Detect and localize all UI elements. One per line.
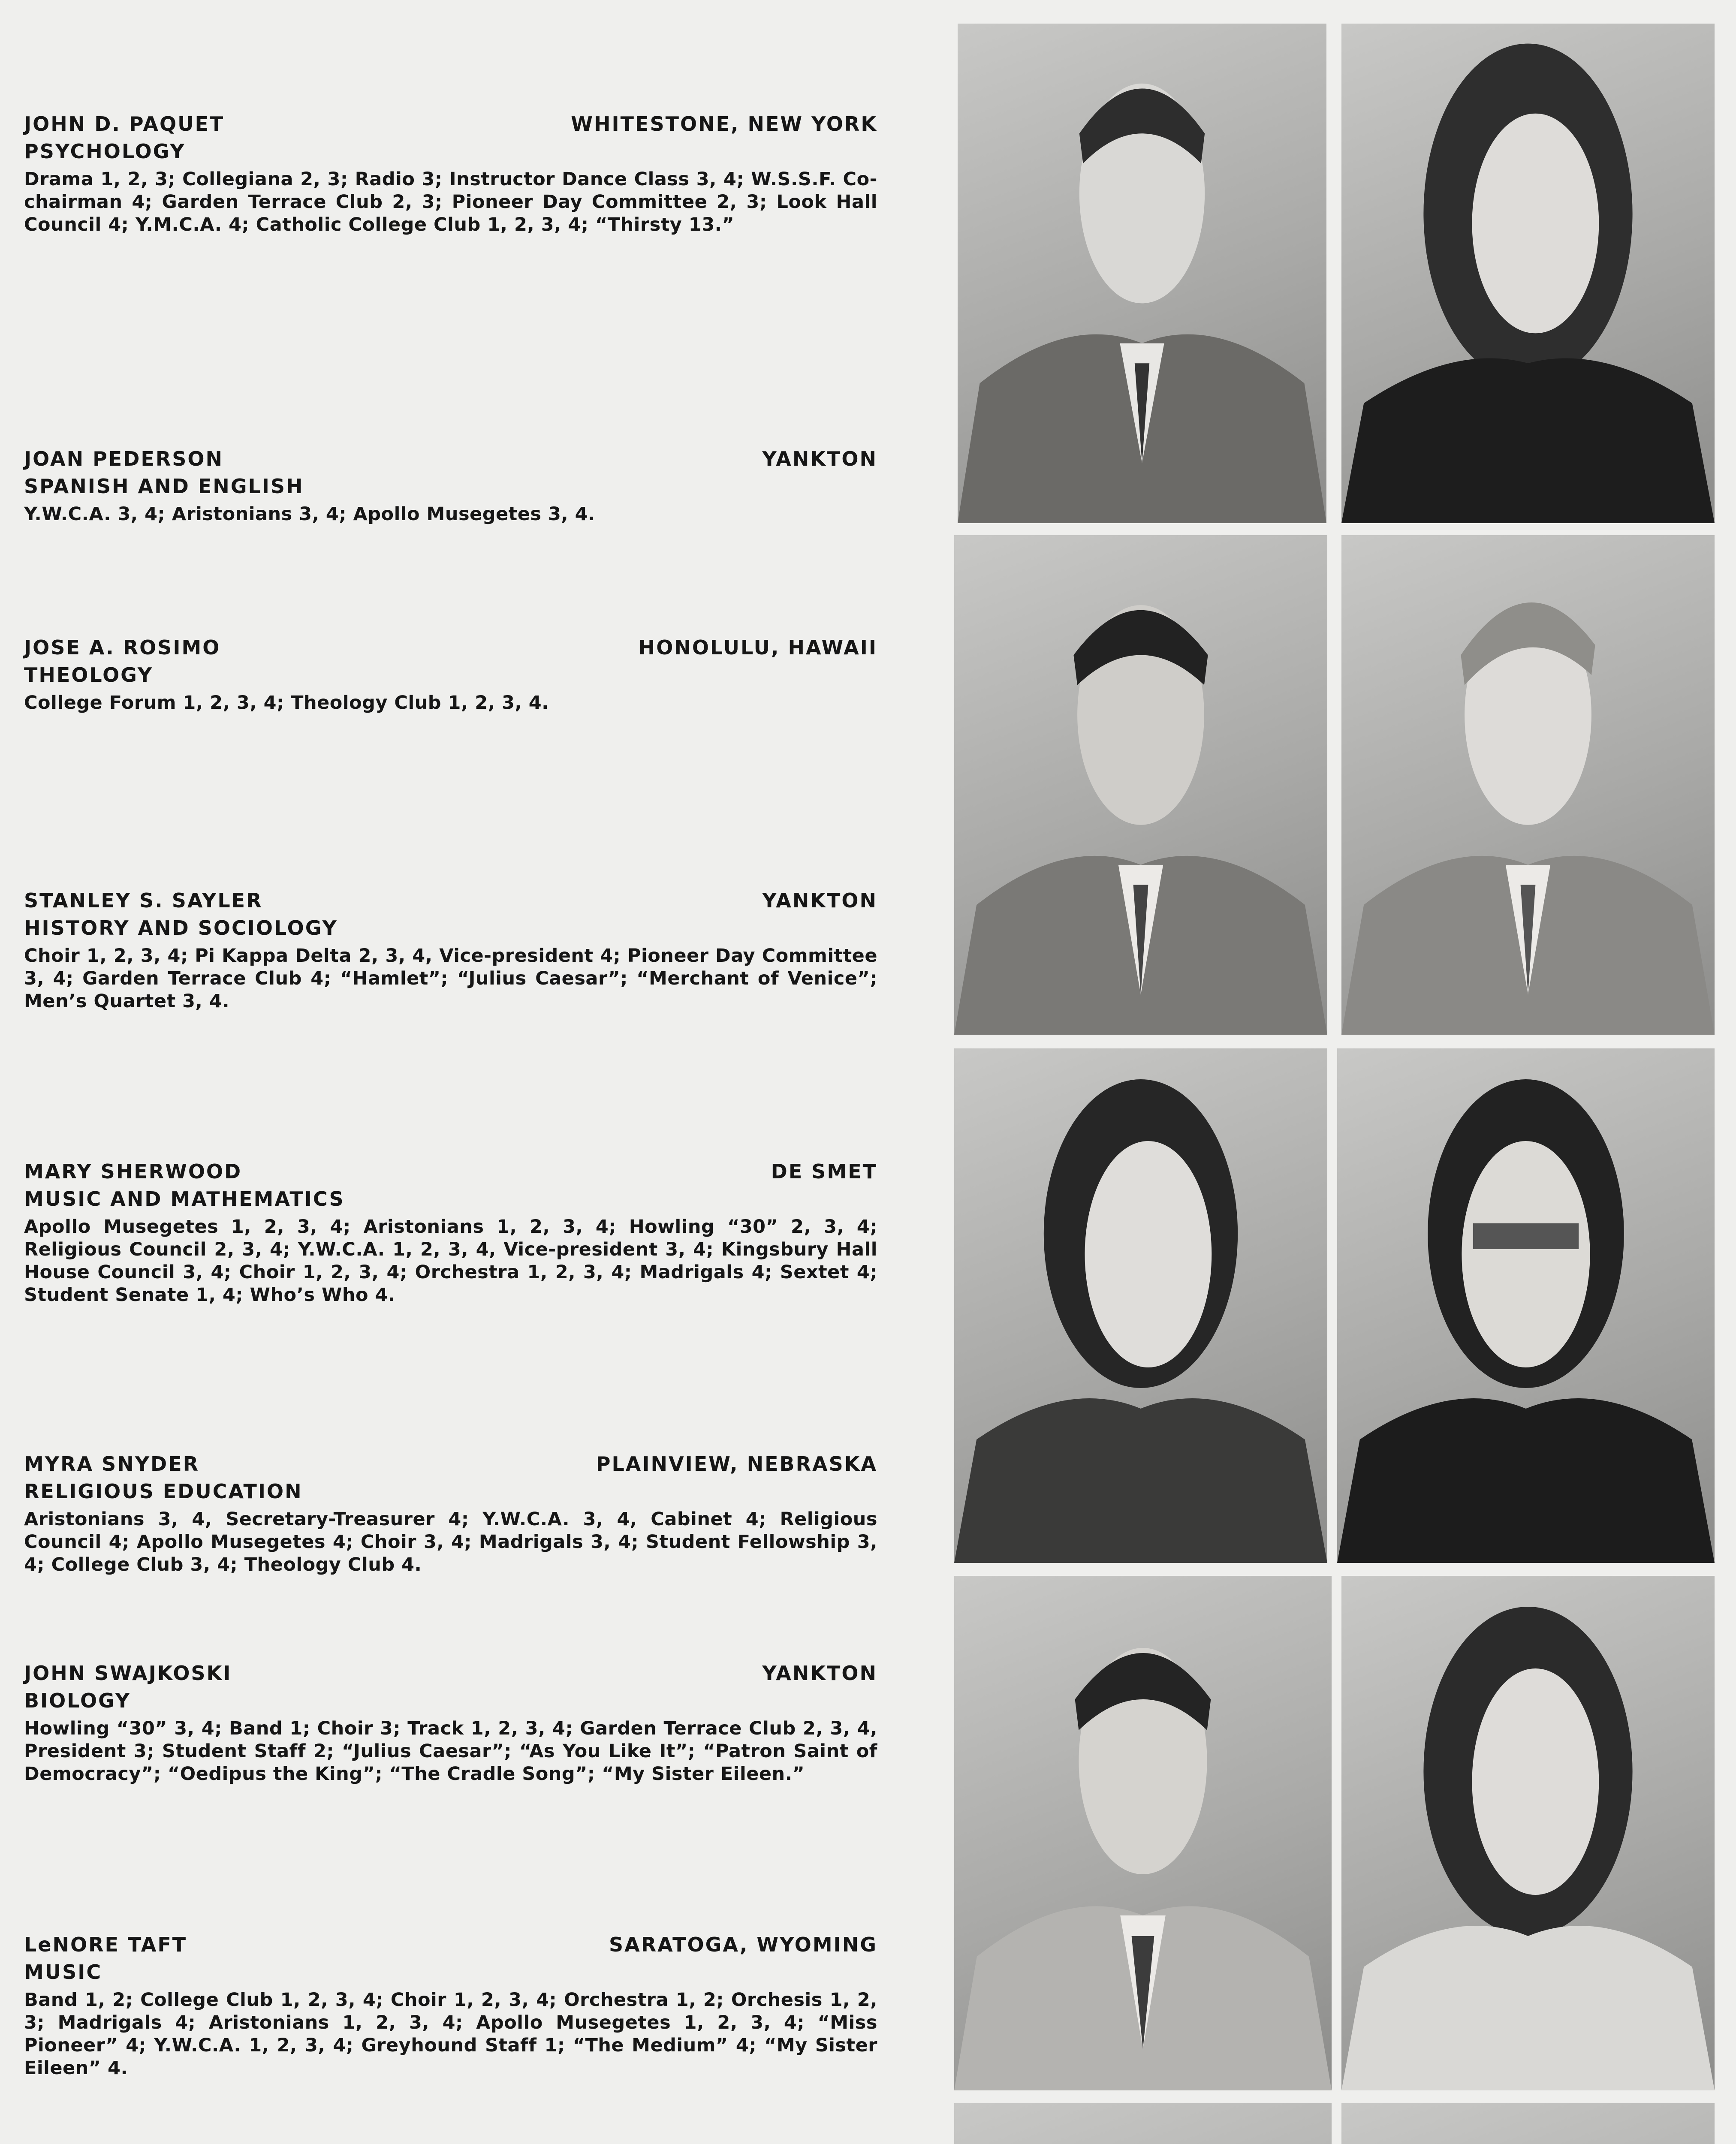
student-name: JOAN PEDERSON [24,447,223,470]
student-hometown: PLAINVIEW, NEBRASKA [596,1452,877,1476]
portrait-photo [1337,1048,1715,1563]
student-major: SPANISH AND ENGLISH [24,475,304,498]
student-major: HISTORY AND SOCIOLOGY [24,916,338,940]
student-name: LeNORE TAFT [24,1933,187,1956]
student-hometown: HONOLULU, HAWAII [638,636,877,659]
student-entry [24,1160,877,1307]
student-activities: Y.W.C.A. 3, 4; Aristonians 3, 4; Apollo Musegetes 3, 4. [24,503,595,525]
portrait-photo [954,1048,1327,1563]
student-major: BIOLOGY [24,1689,131,1712]
student-entry [24,447,877,526]
portrait-photo [1341,535,1715,1035]
student-name: JOHN SWAJKOSKI [24,1662,232,1685]
student-hometown: YANKTON [762,1662,877,1685]
entry-header [24,1662,877,1686]
student-entry [24,636,877,714]
entry-header [24,1452,877,1477]
student-activities: Drama 1, 2, 3; Collegiana 2, 3; Radio 3; Instructor Dance Class 3, 4; W.S.S.F. Co-chairman 4; Garden Terrace Club 2, 3; Pioneer Day Committee 2, 3; Look Hall Council 4; Y.M.C.A. 4; Catholic College Club 1, 2, 3, 4; “Thirsty 13.” [24,169,877,235]
portrait-photo [954,1576,1332,2090]
student-major: MUSIC AND MATHEMATICS [24,1187,345,1211]
student-entry [24,112,877,236]
student-name: JOSE A. ROSIMO [24,636,221,659]
portrait-photo [954,535,1327,1035]
student-major: RELIGIOUS EDUCATION [24,1480,303,1503]
entry-header [24,447,877,472]
student-activities: Choir 1, 2, 3, 4; Pi Kappa Delta 2, 3, 4, Vice-president 4; Pioneer Day Committee 3, 4; Garden Terrace Club 4; “Hamlet”; “Julius Caesar”; “Merchant of Venice”; Men’s Quartet 3, 4. [24,945,877,1012]
entry-header [24,1160,877,1185]
student-hometown: YANKTON [762,447,877,470]
student-activities: Aristonians 3, 4, Secretary-Treasurer 4; Y.W.C.A. 3, 4, Cabinet 4; Religious Council 4; Apollo Musegetes 4; Choir 3, 4; Madrigals 3, 4; Student Fellowship 3, 4; College Club 3, 4; Theology Club 4. [24,1509,877,1575]
student-activities: Apollo Musegetes 1, 2, 3, 4; Aristonians 1, 2, 3, 4; Howling “30” 2, 3, 4; Religious Council 2, 3, 4; Y.W.C.A. 1, 2, 3, 4, Vice-president 3, 4; Kingsbury Hall House Council 3, 4; Choir 1, 2, 3, 4; Orchestra 1, 2, 3, 4; Madrigals 4; Sextet 4; Student Senate 1, 4; Who’s Who 4. [24,1216,877,1306]
portrait-photo [1341,2103,1715,2144]
student-activities: Howling “30” 3, 4; Band 1; Choir 3; Track 1, 2, 3, 4; Garden Terrace Club 2, 3, 4, President 3; Student Staff 2; “Julius Caesar”; “As You Like It”; “Patron Saint of Democracy”; “Oedipus the King”; “The Cradle Song”; “My Sister Eileen.” [24,1718,877,1785]
student-name: JOHN D. PAQUET [24,112,225,136]
student-entry [24,889,877,1013]
student-major: THEOLOGY [24,663,154,687]
student-name: MYRA SNYDER [24,1452,200,1476]
student-activities: College Forum 1, 2, 3, 4; Theology Club 1, 2, 3, 4. [24,692,549,714]
student-hometown: DE SMET [771,1160,877,1183]
portrait-photo [958,24,1326,523]
entry-header [24,636,877,661]
student-major: MUSIC [24,1960,102,1984]
student-entry [24,1933,877,2080]
student-entry [24,1662,877,1786]
student-hometown: YANKTON [762,889,877,912]
entry-header [24,889,877,914]
student-entry [24,1452,877,1576]
student-activities: Band 1, 2; College Club 1, 2, 3, 4; Choir 1, 2, 3, 4; Orchestra 1, 2; Orchesis 1, 2, 3; Madrigals 4; Aristonians 1, 2, 3, 4; Apollo Musegetes 1, 2, 3, 4; “Miss Pioneer” 4; Y.W.C.A. 1, 2, 3, 4; Greyhound Staff 1; “The Medium” 4; “My Sister Eileen” 4. [24,1989,877,2079]
student-major: PSYCHOLOGY [24,140,186,163]
portrait-photo [1341,1576,1715,2090]
student-name: STANLEY S. SAYLER [24,889,263,912]
student-name: MARY SHERWOOD [24,1160,242,1183]
entry-header [24,1933,877,1958]
student-hometown: SARATOGA, WYOMING [609,1933,877,1956]
student-hometown: WHITESTONE, NEW YORK [571,112,877,136]
portrait-photo [1341,24,1715,523]
portrait-photo [954,2103,1332,2144]
entry-header [24,112,877,137]
